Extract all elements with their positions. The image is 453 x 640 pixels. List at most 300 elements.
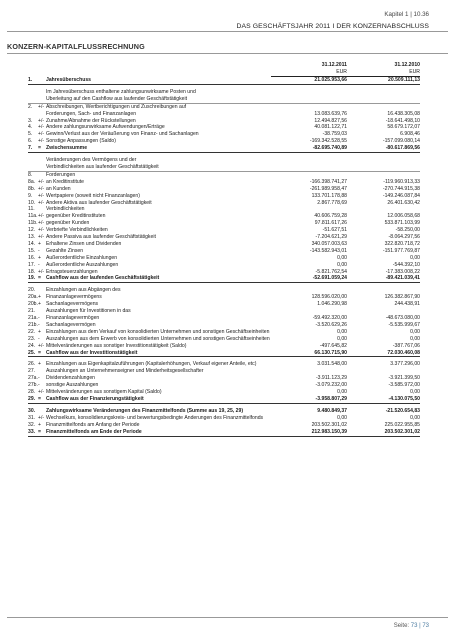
row-description: Wertpapiere (soweit nicht Finanzanlagen) [46, 192, 140, 199]
row-value-2011: 1.046.290,98 [317, 301, 347, 308]
row-description: Finanzanlagevermögen [46, 315, 100, 321]
row-description: Sachanlagevermögens [46, 301, 99, 308]
row-sign: = [38, 145, 46, 152]
row-description: Mittelveränderungen aus sonstiger Investitionstätigkeit (Saldo) [46, 342, 187, 349]
table-row [28, 375, 420, 382]
table-row [28, 343, 420, 350]
row-number: 14. [28, 240, 36, 247]
table-row [28, 262, 420, 269]
row-sign [38, 206, 46, 213]
row-sign: +/- [38, 199, 45, 206]
chapter-label: Kapitel 1 | 10.36 [384, 11, 429, 18]
row-number: 3. [28, 117, 33, 124]
row-value-2010: -387.767,06 [392, 342, 420, 349]
row-number: 24. [28, 342, 36, 349]
table-row [28, 308, 420, 315]
row-number: 23. [28, 335, 36, 342]
row-value-2011: 0,00 [337, 328, 347, 335]
row-description: gegenüber Kunden [46, 220, 90, 227]
row-value-2011: 0,00 [337, 389, 347, 396]
row-value-2011 [271, 308, 352, 315]
row-number: 31. [28, 414, 36, 421]
row-value-2011: -52.691.059,24 [271, 275, 352, 282]
table-row [28, 422, 420, 429]
row-value-2011 [271, 103, 352, 110]
table-row [28, 131, 420, 138]
table-row [28, 248, 420, 255]
row-number [28, 157, 38, 164]
row-value-2011: -5.821.762,54 [315, 268, 347, 275]
row-value-2010: 72.030.460,08 [352, 350, 420, 357]
row-number [28, 96, 38, 103]
row-sign: = [38, 396, 46, 403]
row-sign [38, 287, 46, 294]
row-value-2010: -48.673.080,00 [385, 315, 420, 321]
row-value-2011: -166.398.741,27 [309, 178, 347, 185]
row-sign [38, 111, 46, 118]
row-value-2010 [352, 368, 420, 375]
row-value-2011 [271, 89, 352, 96]
row-number: 21a. [28, 315, 38, 321]
row-value-2011: 0,00 [337, 414, 347, 421]
row-number: 1. [28, 77, 38, 85]
row-sign: +/- [38, 192, 45, 199]
row-sign: + [38, 254, 41, 261]
row-number: 18. [28, 268, 36, 275]
table-row [28, 329, 420, 336]
row-sign: +/- [38, 414, 45, 421]
row-value-2010: 6.908,46 [400, 131, 420, 138]
row-value-2010 [352, 89, 420, 96]
row-value-2011: 40.606.759,28 [314, 213, 347, 220]
row-sign: +/- [38, 131, 45, 138]
row-description: an Kunden [46, 185, 71, 192]
row-number: 27a. [28, 375, 38, 382]
table-row [28, 389, 420, 396]
row-number: 16. [28, 254, 36, 261]
row-value-2011: -3.911.123,29 [315, 375, 347, 382]
row-number: 29. [28, 396, 38, 403]
table-row [28, 315, 420, 322]
row-value-2011 [271, 368, 352, 375]
row-sign: - [38, 247, 40, 254]
row-number: 20a. [28, 294, 38, 301]
row-value-2011: -497.645,82 [319, 342, 347, 349]
row-value-2010: -157.099.080,14 [382, 138, 420, 145]
header-divider [7, 31, 448, 32]
row-value-2010: -4.130.075,50 [352, 396, 420, 403]
table-row [28, 220, 420, 227]
row-number: 7. [28, 145, 38, 152]
table-row [28, 396, 420, 403]
row-sign: +/- [38, 185, 45, 192]
table-row [28, 89, 420, 96]
row-value-2011: 0,00 [337, 335, 347, 342]
row-sign [38, 96, 46, 103]
row-description: Forderungen, Sach- und Finanzanlagen [46, 110, 137, 117]
row-sign: +/- [38, 227, 45, 234]
row-number: 20. [28, 287, 36, 294]
row-value-2010 [352, 287, 420, 294]
row-number: 33. [28, 429, 38, 436]
row-description: Auszahlungen aus dem Erwerb von konsolidierten Unternehmen und sonstigen Geschäftseinheiten [46, 335, 270, 342]
row-description: Finanzmittelfonds am Ende der Periode [46, 429, 271, 436]
row-value-2010: -80.617.869,56 [352, 145, 420, 152]
row-value-2011: 340.057.003,63 [311, 240, 347, 247]
row-value-2011: -51.627,51 [322, 227, 347, 234]
row-value-2011: 0,00 [337, 254, 347, 261]
row-value-2010: -149.246.087,84 [382, 192, 420, 199]
report-title: DAS GESCHÄFTSJAHR 2011 I DER KONZERNABSCHLUSS [236, 23, 429, 30]
row-sign: +/- [38, 124, 45, 131]
row-value-2010: 322.820.718,72 [384, 240, 420, 247]
row-number: 27. [28, 368, 36, 375]
row-number: 19. [28, 275, 38, 282]
row-number: 21. [28, 308, 36, 315]
row-value-2011: 21.025.953,66 [271, 77, 352, 85]
row-description: Verbindlichkeiten aus laufender Geschäftstätigkeit [46, 164, 271, 171]
row-sign [38, 157, 46, 164]
row-sign [38, 164, 46, 171]
row-number: 11. [28, 206, 35, 213]
row-description: Wechselkurs, konsolidierungskreis- und bewertungsbedingte Änderungen des Finanzmittelfonds [46, 414, 264, 421]
table-row [28, 234, 420, 241]
row-value-2011 [271, 206, 352, 213]
page-number: 73 | 73 [410, 623, 429, 629]
row-number: 17. [28, 261, 36, 268]
row-number [28, 111, 38, 118]
row-value-2011: 9.480.849,37 [317, 407, 347, 414]
table-row [28, 241, 420, 248]
row-value-2011: 128.596.020,00 [311, 294, 347, 301]
row-sign: - [38, 335, 40, 342]
row-sign: +/- [38, 268, 45, 275]
row-value-2011 [271, 157, 352, 164]
row-value-2010 [352, 103, 420, 110]
row-sign: = [38, 275, 46, 282]
row-value-2011: -38.759,03 [322, 131, 347, 138]
row-number: 8a. [28, 178, 36, 185]
row-value-2010: -151.977.769,87 [382, 247, 420, 254]
table-row [28, 287, 420, 294]
row-value-2010 [352, 308, 420, 315]
table-row [28, 322, 420, 329]
row-sign: +/- [38, 138, 45, 145]
row-value-2011: 133.701.178,88 [311, 192, 347, 199]
row-description: an Kreditinstitute [46, 178, 84, 185]
row-value-2010: 0,00 [410, 328, 420, 335]
table-row [28, 103, 420, 110]
table-row [28, 96, 420, 103]
table-row [28, 157, 420, 164]
row-sign: - [38, 382, 40, 389]
table-row [28, 301, 420, 308]
table-row [28, 77, 420, 85]
row-value-2011: 40.081.122,71 [314, 124, 347, 131]
row-value-2010: 26.401.630,42 [387, 199, 420, 206]
row-description: Finanzmittelfonds am Anfang der Periode [46, 421, 140, 428]
row-number: 15. [28, 247, 36, 254]
row-description: Ertragsteuerzahlungen [46, 268, 98, 275]
table-row [28, 193, 420, 200]
row-value-2010: 0,00 [410, 414, 420, 421]
row-value-2011: -3.958.807,29 [271, 396, 352, 403]
section-title: KONZERN-KAPITALFLUSSRECHNUNG [7, 42, 145, 51]
row-description: Cashflow aus der laufenden Geschäftstätigkeit [46, 275, 271, 282]
row-description: Jahresüberschuss [46, 77, 271, 85]
table-row [28, 269, 420, 276]
table-row [28, 111, 420, 118]
row-value-2010: 126.382.867,90 [384, 294, 420, 301]
table-row [28, 415, 420, 422]
row-value-2010: 0,00 [410, 254, 420, 261]
row-description: sonstige Auszahlungen [46, 382, 99, 389]
table-row [28, 145, 420, 152]
row-description: Außerordentliche Einzahlungen [46, 254, 118, 261]
row-value-2010 [352, 96, 420, 103]
table-row [28, 408, 420, 415]
column-date-2011: 31.12.2011 [321, 62, 347, 68]
row-sign: = [38, 429, 46, 436]
row-sign: + [38, 361, 41, 368]
row-description: Forderungen [46, 171, 76, 178]
row-value-2011 [271, 287, 352, 294]
row-value-2011 [271, 171, 352, 178]
row-value-2010: -8.064.297,56 [388, 234, 420, 241]
row-number: 4. [28, 124, 33, 131]
row-description: Zunahme/Abnahme der Rückstellungen [46, 117, 136, 124]
row-value-2011: -7.204.621,29 [315, 234, 347, 241]
row-number: 27b. [28, 382, 38, 389]
row-number: 6. [28, 138, 33, 145]
page-label: Seite: [393, 623, 410, 629]
row-number: 26. [28, 361, 36, 368]
table-row [28, 429, 420, 436]
row-value-2010: -89.421.039,41 [352, 275, 420, 282]
row-description: Andere Aktiva aus laufender Geschäftstätigkeit [46, 199, 152, 206]
row-sign: + [38, 301, 41, 308]
row-value-2010 [352, 157, 420, 164]
row-value-2010: -18.641.498,10 [385, 117, 420, 124]
row-value-2010: 203.502.301,02 [352, 429, 420, 436]
row-value-2010: 58.679.172,07 [387, 124, 420, 131]
row-number: 5. [28, 131, 33, 138]
row-sign: +/- [38, 342, 45, 349]
row-value-2011: 212.983.150,39 [271, 429, 352, 436]
section-divider [7, 53, 448, 54]
row-number: 25. [28, 350, 38, 357]
row-description: Cashflow aus der Finanzierungstätigkeit [46, 396, 271, 403]
row-value-2011: 13.083.639,76 [314, 110, 347, 117]
table-row [28, 138, 420, 145]
row-number: 10. [28, 199, 36, 206]
row-sign: +/- [38, 103, 45, 110]
row-description: Finanzanlagevermögens [46, 294, 102, 301]
table-row [28, 361, 420, 368]
row-description: Zahlungswirksame Veränderungen des Finanzmittelfonds (Summe aus 19, 25, 29) [46, 407, 244, 414]
table-row [28, 206, 420, 213]
column-unit-2011: EUR [271, 69, 352, 77]
row-value-2011: -169.342.528,55 [309, 138, 347, 145]
row-number: 32. [28, 421, 36, 428]
row-description: Auszahlungen an Unternehmenseigner und Minderheitsgesellschafter [46, 368, 204, 375]
column-unit-row [28, 69, 420, 77]
row-value-2010: 244.438,91 [394, 301, 420, 308]
table-row [28, 124, 420, 131]
column-date-2010: 31.12.2010 [394, 62, 420, 68]
table-row [28, 350, 420, 357]
table-row [28, 275, 420, 282]
row-value-2010: -5.535.999,67 [388, 321, 420, 328]
row-sign: - [38, 315, 40, 321]
row-sign: - [38, 375, 40, 382]
row-sign: +/- [38, 178, 45, 185]
row-value-2010: -17.383.008,22 [385, 268, 420, 275]
row-description: Überleitung auf den Cashflow aus laufender Geschäftstätigkeit [46, 96, 271, 103]
row-description: Gewinn/Verlust aus der Veräußerung von Finanz- und Sachanlagen [46, 131, 199, 138]
row-value-2010: -3.921.399,50 [388, 375, 420, 382]
row-description: Andere Passiva aus laufender Geschäftstätigkeit [46, 234, 156, 241]
row-number: 22. [28, 328, 36, 335]
row-value-2011: -261.989.958,47 [309, 185, 347, 192]
page-footer [394, 623, 429, 629]
row-value-2010 [352, 206, 420, 213]
row-description: Gezahlte Zinsen [46, 247, 84, 254]
row-value-2010: 225.022.955,85 [384, 421, 420, 428]
table-row [28, 164, 420, 171]
row-sign: +/- [38, 220, 45, 227]
row-sign: +/- [38, 234, 45, 241]
row-value-2010 [352, 164, 420, 171]
row-number: 20b. [28, 301, 38, 308]
row-number: 8. [28, 171, 33, 178]
row-number: 8b. [28, 185, 36, 192]
row-sign [38, 368, 46, 375]
row-sign [38, 408, 46, 415]
footer-divider [7, 617, 448, 618]
cashflow-table [28, 61, 420, 437]
row-value-2010: 0,00 [410, 335, 420, 342]
row-description: Zwischensumme [46, 145, 271, 152]
row-description: Verbindlichkeiten [46, 206, 85, 213]
row-sign: +/- [38, 389, 45, 396]
row-description: Verbriefte Verbindlichkeiten [46, 227, 108, 234]
table-row [28, 186, 420, 193]
row-value-2010: 3.377.296,00 [390, 361, 420, 368]
table-row [28, 118, 420, 125]
row-description: Veränderungen des Vermögens und der [46, 157, 137, 164]
row-value-2011: -3.520.629,26 [315, 321, 347, 328]
row-value-2011 [271, 164, 352, 171]
row-description: Sonstige Anpassungen (Saldo) [46, 138, 116, 145]
row-value-2011: -82.695.740,89 [271, 145, 352, 152]
row-value-2011 [271, 96, 352, 103]
row-description: Sachanlagevermögen [46, 321, 96, 328]
row-number: 11a. [28, 213, 38, 220]
row-sign: + [38, 421, 41, 428]
row-description: Abschreibungen, Wertberichtigungen und Zuschreibungen auf [46, 103, 187, 110]
table-row [28, 200, 420, 207]
row-description: Andere zahlungsunwirksame Aufwendungen/Erträge [46, 124, 165, 131]
row-sign [38, 77, 46, 85]
row-number [28, 164, 38, 171]
row-sign [38, 308, 46, 315]
row-value-2010: -270.744.915,38 [382, 185, 420, 192]
row-value-2011: 203.502.301,02 [311, 421, 347, 428]
row-sign: + [38, 328, 41, 335]
row-value-2010: 533.871.103,99 [384, 220, 420, 227]
column-unit-2010: EUR [352, 69, 420, 77]
row-description: Einzahlungen aus Eigenkapitalzuführungen (Kapitalerhöhungen, Verkauf eigener Anteile, etc) [46, 361, 257, 368]
row-value-2010: 16.438.305,08 [387, 110, 420, 117]
row-sign: = [38, 350, 46, 357]
row-value-2011: 97.811.617,26 [314, 220, 347, 227]
table-row [28, 213, 420, 220]
row-number [28, 89, 38, 96]
row-value-2010 [352, 171, 420, 178]
row-number: 2. [28, 103, 33, 110]
row-number: 9. [28, 192, 33, 199]
row-sign: +/- [38, 213, 45, 220]
row-value-2010: 20.509.111,13 [352, 77, 420, 85]
row-description: Im Jahresüberschuss enthaltene zahlungsunwirksame Posten und [46, 88, 196, 95]
row-number: 11b. [28, 220, 38, 227]
row-value-2011: 12.494.827,56 [314, 117, 347, 124]
row-description: Cashflow aus der Investitionstätigkeit [46, 350, 271, 357]
row-description: Einzahlungen aus Abgängen des [46, 287, 121, 294]
row-value-2010: 0,00 [410, 389, 420, 396]
row-value-2011: 66.130.715,90 [271, 350, 352, 357]
row-description: gegenüber Kreditinstituten [46, 213, 106, 220]
row-value-2010: -3.585.972,00 [388, 382, 420, 389]
row-description: Einzahlungen aus dem Verkauf von konsolidierten Unternehmen und sonstigen Geschäftseinheiten [46, 328, 270, 335]
row-number: 21b. [28, 321, 38, 328]
row-number: 28. [28, 389, 36, 396]
row-value-2011: -3.079.232,00 [315, 382, 347, 389]
row-value-2010: -58.250,00 [395, 227, 420, 234]
table-row [28, 179, 420, 186]
row-number: 30. [28, 407, 36, 414]
row-description: Auszahlungen für Investitionen in das [46, 308, 131, 315]
row-description: Außerordentliche Auszahlungen [46, 261, 119, 268]
row-value-2010: 12.006.058,68 [387, 213, 420, 220]
row-sign: +/- [38, 117, 45, 124]
column-date-row [28, 61, 420, 69]
row-sign [38, 89, 46, 96]
row-value-2010: -119.960.913,33 [383, 178, 420, 185]
row-value-2011: 2.867.778,69 [317, 199, 347, 206]
table-row [28, 336, 420, 343]
row-value-2011: -59.492.320,00 [312, 315, 347, 321]
row-sign [38, 171, 46, 178]
row-description: Erhaltene Zinsen und Dividenden [46, 240, 122, 247]
row-sign: + [38, 294, 41, 301]
row-value-2010: -21.520.654,83 [385, 407, 420, 414]
table-row [28, 171, 420, 178]
row-description: Mittelveränderungen aus sonstigem Kapital (Saldo) [46, 389, 162, 396]
row-number: 12. [28, 227, 36, 234]
table-row [28, 294, 420, 301]
table-row [28, 368, 420, 375]
row-sign: - [38, 321, 40, 328]
row-sign: + [38, 240, 41, 247]
row-value-2011: -143.582.943,01 [309, 247, 347, 254]
row-description: Dividendenzahlungen [46, 375, 95, 382]
page-header [237, 11, 429, 30]
row-number: 13. [28, 234, 36, 241]
table-row [28, 382, 420, 389]
row-value-2010: -544.392,10 [392, 261, 420, 268]
